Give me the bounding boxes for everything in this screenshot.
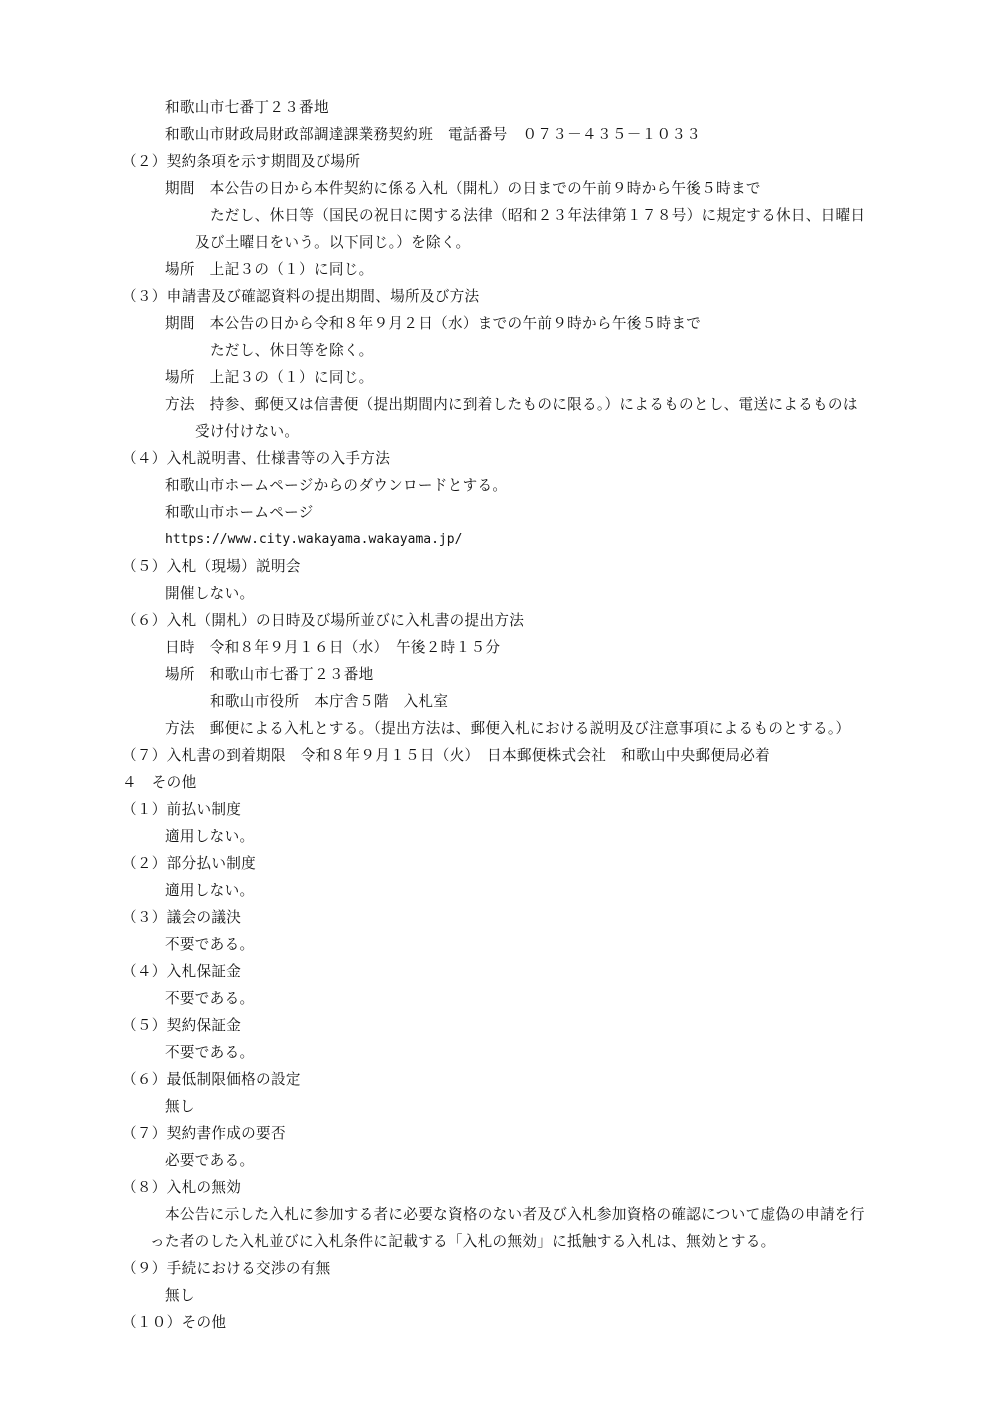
body-text: 適用しない。 bbox=[165, 828, 255, 845]
body-text: 及び土曜日をいう。以下同じ。）を除く。 bbox=[195, 234, 471, 251]
section-heading: （１０）その他 bbox=[122, 1314, 227, 1331]
body-text: 不要である。 bbox=[165, 936, 255, 953]
body-text: 方法 郵便による入札とする。（提出方法は、郵便入札における説明及び注意事項によるものとする。） bbox=[165, 720, 851, 737]
section-heading: （１）前払い制度 bbox=[122, 801, 242, 818]
section-heading: （２）契約条項を示す期間及び場所 bbox=[122, 153, 361, 170]
section-heading: （３）申請書及び確認資料の提出期間、場所及び方法 bbox=[122, 288, 480, 305]
homepage-url-link[interactable]: https://www.city.wakayama.wakayama.jp/ bbox=[165, 532, 463, 547]
chapter-heading: ４ その他 bbox=[122, 774, 197, 791]
body-text: 方法 持参、郵便又は信書便（提出期間内に到着したものに限る。）によるものとし、電送によるものは bbox=[165, 396, 858, 413]
section-heading: （６）入札（開札）の日時及び場所並びに入札書の提出方法 bbox=[122, 612, 525, 629]
body-text: 和歌山市ホームページからのダウンロードとする。 bbox=[165, 477, 508, 494]
body-text: 場所 上記３の（１）に同じ。 bbox=[165, 261, 374, 278]
address-line: 和歌山市七番丁２３番地 bbox=[165, 99, 329, 116]
body-text: ただし、休日等を除く。 bbox=[210, 342, 374, 359]
body-text: 期間 本公告の日から令和８年９月２日（水）までの午前９時から午後５時まで bbox=[165, 315, 702, 332]
body-text: 場所 和歌山市七番丁２３番地 bbox=[165, 666, 374, 683]
body-text: 和歌山市ホームページ bbox=[165, 504, 314, 521]
body-text: 期間 本公告の日から本件契約に係る入札（開札）の日までの午前９時から午後５時まで bbox=[165, 180, 761, 197]
body-text: 必要である。 bbox=[165, 1152, 255, 1169]
body-text: 和歌山市役所 本庁舎５階 入札室 bbox=[210, 693, 449, 710]
contact-line: 和歌山市財政局財政部調達課業務契約班 電話番号 ０７３－４３５－１０３３ bbox=[165, 126, 702, 143]
section-heading: （４）入札保証金 bbox=[122, 963, 242, 980]
section-heading: （３）議会の議決 bbox=[122, 909, 242, 926]
body-text: 不要である。 bbox=[165, 990, 255, 1007]
section-heading: （５）契約保証金 bbox=[122, 1017, 242, 1034]
body-text: 無し bbox=[165, 1287, 195, 1304]
body-text: 場所 上記３の（１）に同じ。 bbox=[165, 369, 374, 386]
body-text: った者のした入札並びに入札条件に記載する「入札の無効」に抵触する入札は、無効とする。 bbox=[150, 1233, 776, 1250]
section-heading: （７）契約書作成の要否 bbox=[122, 1125, 286, 1142]
section-heading: （８）入札の無効 bbox=[122, 1179, 242, 1196]
body-text: 本公告に示した入札に参加する者に必要な資格のない者及び入札参加資格の確認について虚偽の申請を行 bbox=[165, 1206, 865, 1223]
body-text: 開催しない。 bbox=[165, 585, 255, 602]
section-heading: （２）部分払い制度 bbox=[122, 855, 257, 872]
section-heading: （４）入札説明書、仕様書等の入手方法 bbox=[122, 450, 391, 467]
body-text: 日時 令和８年９月１６日（水） 午後２時１５分 bbox=[165, 639, 501, 656]
body-text: 無し bbox=[165, 1098, 195, 1115]
body-text: 適用しない。 bbox=[165, 882, 255, 899]
body-text: 不要である。 bbox=[165, 1044, 255, 1061]
section-heading: （６）最低制限価格の設定 bbox=[122, 1071, 301, 1088]
section-heading: （９）手続における交渉の有無 bbox=[122, 1260, 331, 1277]
body-text: ただし、休日等（国民の祝日に関する法律（昭和２３年法律第１７８号）に規定する休日、日曜日 bbox=[210, 207, 866, 224]
section-heading: （５）入札（現場）説明会 bbox=[122, 558, 301, 575]
section-heading: （７）入札書の到着期限 令和８年９月１５日（火） 日本郵便株式会社 和歌山中央郵便局必着 bbox=[122, 747, 771, 764]
body-text: 受け付けない。 bbox=[195, 423, 300, 440]
